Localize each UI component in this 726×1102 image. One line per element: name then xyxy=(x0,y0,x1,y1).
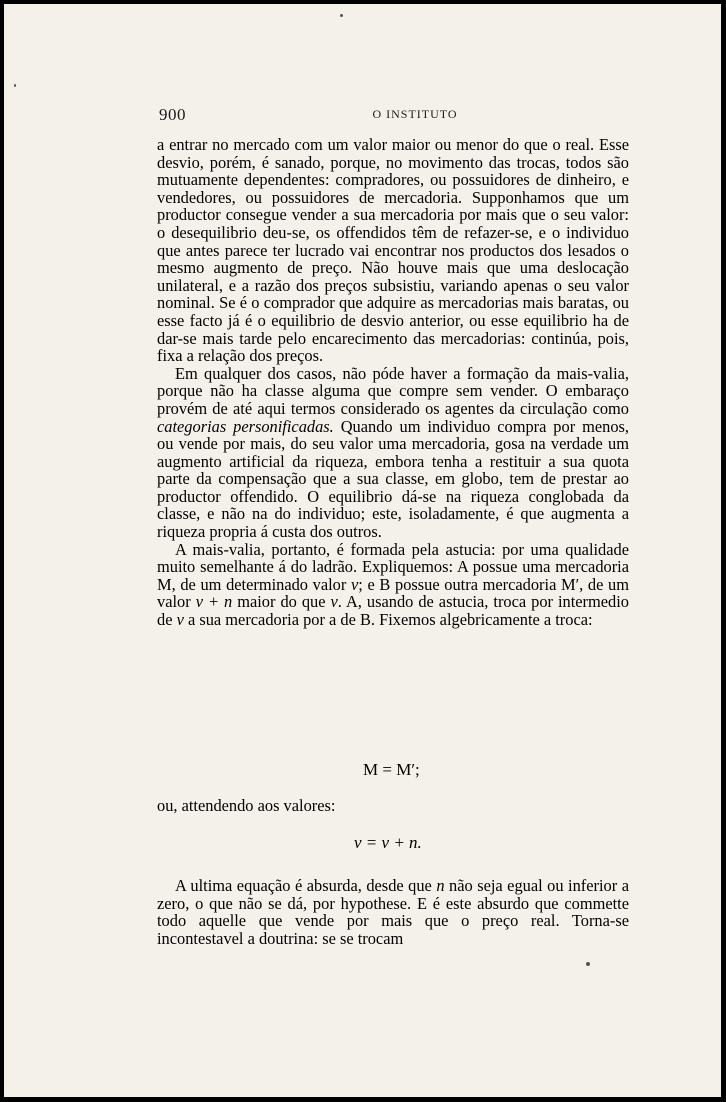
equation-2: v = v + n. xyxy=(354,833,422,852)
paragraph-3-e: a sua mercadoria por a de B. Fixemos algebricamente a troca: xyxy=(183,610,593,630)
equation-1: M = M′; xyxy=(363,760,420,779)
paragraph-3-c: maior do que xyxy=(232,592,326,612)
closing-paragraph xyxy=(157,877,629,947)
closing-part-2: não seja egual ou inferior a zero, o que não se dá, por hypothese. E é este absurdo que commette todo aquelle que vende por mais que o preço real. Torna-se incontestavel a doutrina: se se trocam xyxy=(157,876,629,948)
print-speck xyxy=(586,962,590,966)
italic-v: v xyxy=(351,574,359,594)
italic-term-categorias: categorias personificadas. xyxy=(157,416,334,436)
italic-v-2: v xyxy=(330,592,338,612)
page-header xyxy=(159,105,631,127)
paragraph-2 xyxy=(157,365,629,541)
page-number: 900 xyxy=(159,105,186,124)
closing-part-1: A ultima equação é absurda, desde que xyxy=(175,876,432,895)
italic-n: n xyxy=(436,876,445,895)
body-text xyxy=(157,136,629,629)
paragraph-3-d: . A, usando de astucia, troca por intermedio de xyxy=(157,592,629,630)
print-speck xyxy=(14,84,16,87)
paragraph-3-a: A mais-valia, portanto, é formada pela astucia: por uma qualidade muito semelhante á do ladrão. Expliquemos: A possue uma mercadoria M, de um determinado valor xyxy=(157,539,629,594)
italic-v-plus-n: v + n xyxy=(195,592,233,612)
closing-paragraph-text xyxy=(157,877,629,947)
paragraph-1: a entrar no mercado com um valor maior ou menor do que o real. Esse desvio, porém, é sanado, porque, no movimento das trocas, todos são mutuamente dependentes: compradores, ou possuidores de dinheiro, e vendedores, ou possuidores de mercadoria. Supponhamos que um productor consegue vender a sua mercadoria por mais que o seu valor: o desequilibrio deu-se, os offendidos têm de refazer-se, e o individuo que antes parece ter lucrado vai encontrar nos productos dos lesados o mesmo augmento de preço. Não houve mais que uma deslocação unilateral, e a razão dos preços subsistiu, variando apenas o seu valor nominal. Se é o comprador que adquire as mercadorias mais baratas, ou esse facto já é o equilibrio de desvio anterior, ou esse equilibrio ha de dar-se mais tarde pelo encarecimento das mercadorias: continúa, pois, fixa a relação dos preços. xyxy=(157,135,629,366)
paragraph-3 xyxy=(157,541,629,629)
paragraph-2-cont: Quando um individuo compra por menos, ou vende por mais, do seu valor uma mercadoria, gosa na verdade um augmento artificial da riqueza, embora tenha a restituir a sua quota parte da compensação que a sua classe, em globo, tem de prestar ao productor offendido. O equilibrio dá-se na riqueza conglobada da classe, e não na do individuo; este, isoladamente, é que augmenta a riqueza propria á custa dos outros. xyxy=(157,416,629,542)
equation-connector: ou, attendendo aos valores: xyxy=(157,796,336,815)
running-title: O INSTITUTO xyxy=(372,107,458,121)
italic-v-3: v xyxy=(176,610,184,630)
paragraph-3-b: ; e B possue outra mercadoria M′, de um valor xyxy=(157,574,629,612)
print-speck xyxy=(340,14,343,17)
paragraph-2-text: Em qualquer dos casos, não póde haver a formação da mais-valia, porque não ha classe alguma que compre sem vender. O embaraço provém de até aqui termos considerado os agentes da circulação como xyxy=(157,363,629,418)
